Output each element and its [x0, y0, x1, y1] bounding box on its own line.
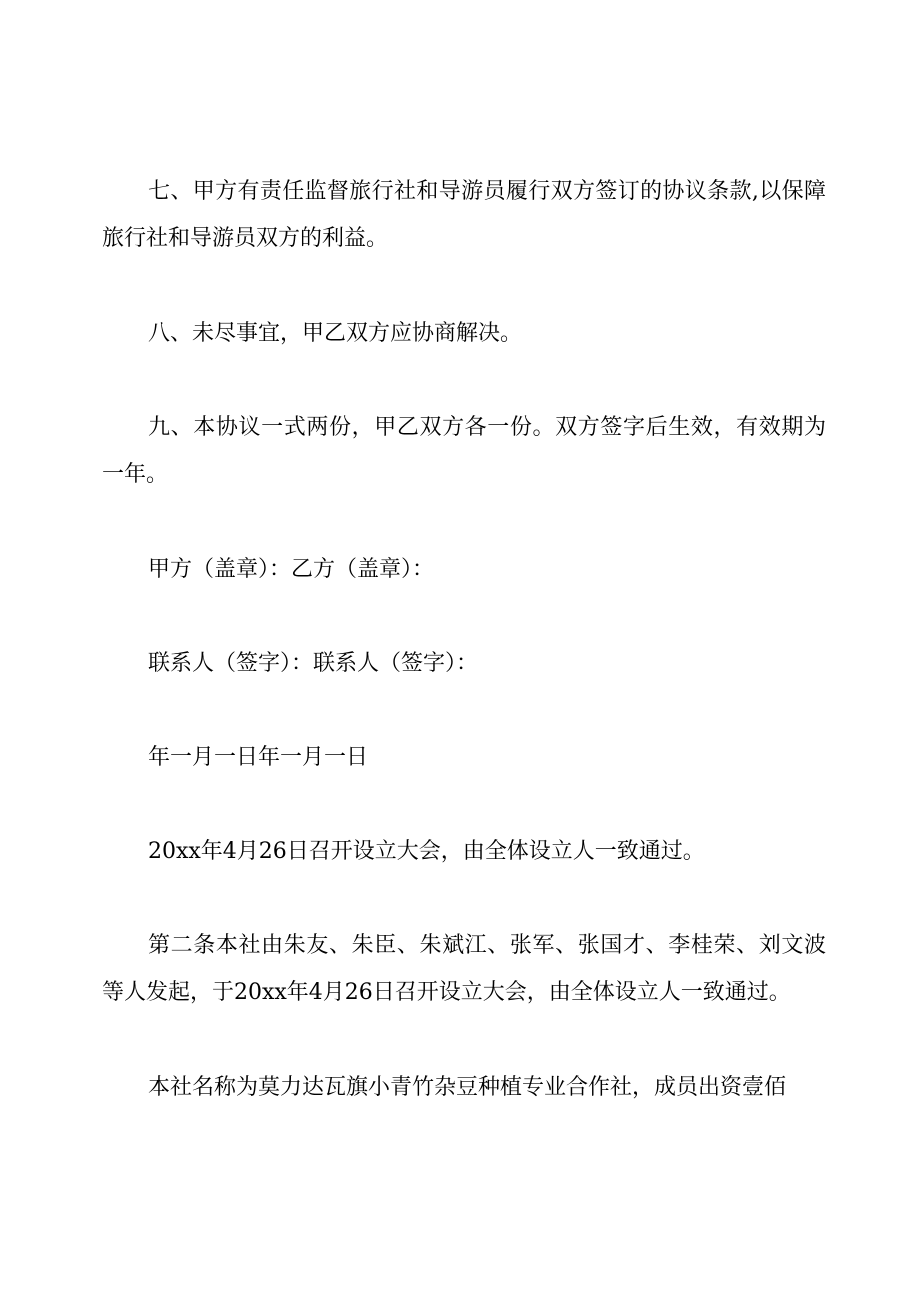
- paragraph-seal-line: 甲方（盖章）：乙方（盖章）：: [148, 557, 435, 582]
- paragraph-article-2: 第二条本社由朱友、朱臣、朱斌江、张军、张国才、李桂荣、刘文波等人发起，于20xx年4月26日召开设立大会，由全体设立人一致通过。: [102, 933, 826, 1005]
- paragraph-clause-9: 九、本协议一式两份，甲乙双方各一份。双方签字后生效，有效期为一年。: [102, 415, 826, 487]
- paragraph-contact-signature-line: 联系人（签字）：联系人（签字）：: [148, 651, 479, 676]
- paragraph-clause-8: 八、未尽事宜，甲乙双方应协商解决。: [148, 321, 523, 346]
- paragraph-founding-meeting: 20xx年4月26日召开设立大会，由全体设立人一致通过。: [148, 839, 705, 864]
- paragraph-cooperative-name: 本社名称为莫力达瓦旗小青竹杂豆种植专业合作社，成员出资壹佰: [148, 1075, 787, 1100]
- paragraph-date-line: 年一月一日年一月一日: [148, 745, 369, 770]
- paragraph-clause-7: 七、甲方有责任监督旅行社和导游员履行双方签订的协议条款,以保障旅行社和导游员双方的利益。: [102, 179, 826, 251]
